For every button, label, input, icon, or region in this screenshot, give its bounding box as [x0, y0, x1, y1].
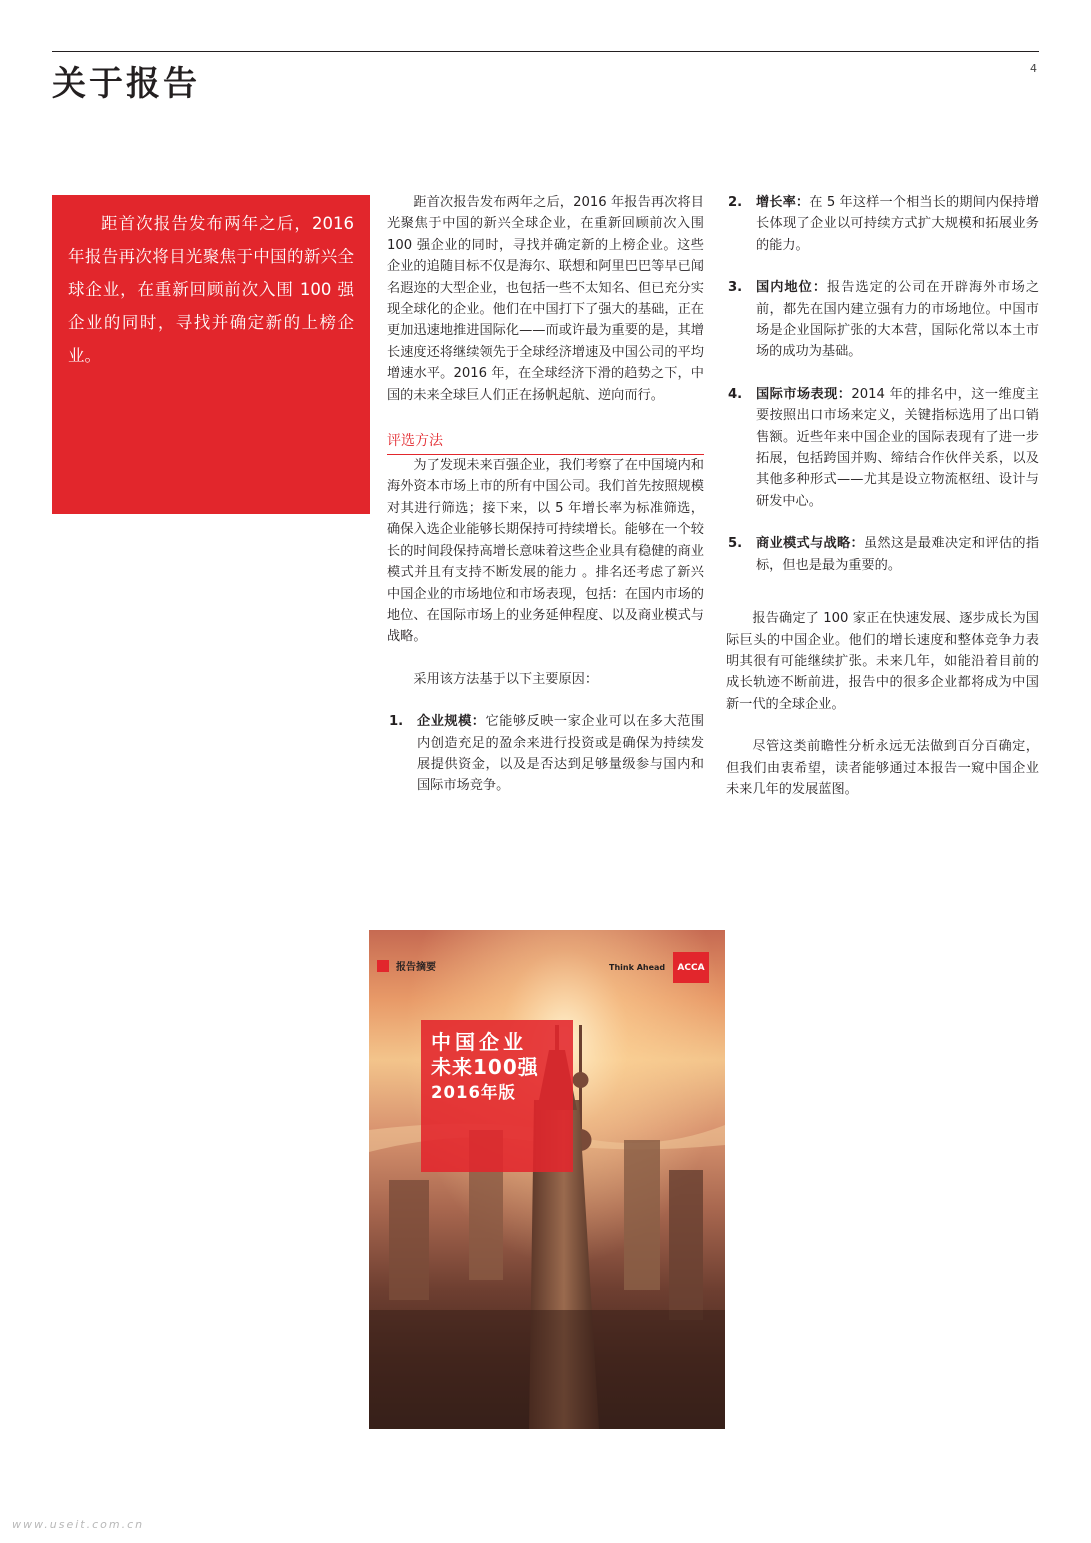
reason-separator: ： — [850, 536, 864, 552]
reason-item — [726, 384, 1039, 512]
reasons-intro: 采用该方法基于以下主要原因： — [413, 671, 599, 687]
column-left — [387, 192, 704, 797]
cover-series-label — [377, 958, 436, 973]
reason-number: 3. — [728, 280, 743, 296]
page-title: 关于报告 — [52, 64, 200, 104]
watermark: www.useit.com.cn — [12, 1518, 145, 1531]
cover-title-line1: 中国企业 — [431, 1030, 527, 1054]
reason-separator: ： — [837, 386, 852, 402]
cover-series-text: 报告摘要 — [396, 962, 436, 973]
reasons-list-part1 — [387, 711, 704, 797]
pull-quote-box — [52, 195, 370, 514]
cover-title-box — [421, 1020, 573, 1172]
reason-term: 商业模式与战略 — [756, 536, 851, 552]
red-square-icon — [377, 960, 389, 972]
report-cover-image — [369, 930, 725, 1429]
reason-term: 企业规模 — [417, 714, 472, 730]
reason-separator: ： — [812, 280, 828, 296]
reason-text: 它能够反映一家企业可以在多大范围内创造充足的盈余来进行投资或是确保为持续发展提供资金，以及是否达到足够量级参与国内和国际市场竞争。 — [417, 714, 705, 794]
reason-item — [726, 277, 1039, 363]
column-right — [726, 192, 1039, 800]
cover-title-line2: 未来100强 — [431, 1055, 539, 1079]
reason-text: 2014 年的排名中，这一维度主要按照出口市场来定义，关键指标选用了出口销售额。近些年来中国企业的国际表现有了进一步拓展，包括跨国并购、缔结合作伙伴关系，以及其他多种形式——尤其是设立物流枢纽、设计与研发中心。 — [756, 386, 1039, 509]
cover-title-line3: 2016年版 — [431, 1083, 516, 1102]
reason-text: 报告选定的公司在开辟海外市场之前，都先在国内建立强有力的市场地位。中国市场是企业国际扩张的大本营，国际化常以本土市场的成功为基础。 — [756, 280, 1040, 360]
method-paragraph: 为了发现未来百强企业，我们考察了在中国境内和海外资本市场上市的所有中国公司。我们首先按照规模对其进行筛选；接下来，以 5 年增长率为标准筛选，确保入选企业能够长期保持可持续增长。能够在一个较长的时间段保持高增长意味着这些企业具有稳健的商业模式并且有支持不断发展的能力 。排名还考虑了新兴中国企业的市场地位和市场表现，包括：在国内市场的地位、在国际市场上的业务延伸程度、以及商业模式与战略。 — [387, 458, 704, 645]
reason-term: 增长率 — [756, 195, 796, 210]
reasons-list-part2 — [726, 192, 1039, 576]
city-skyline-illustration — [369, 930, 725, 1429]
section-heading-method: 评选方法 — [387, 430, 704, 455]
reason-item — [726, 533, 1039, 576]
reason-number: 1. — [389, 714, 404, 730]
cover-tagline: Think Ahead — [609, 963, 666, 972]
reason-number: 5. — [728, 536, 743, 552]
reason-number: 2. — [728, 195, 743, 210]
reason-term: 国际市场表现 — [756, 386, 838, 402]
reason-separator: ： — [471, 714, 486, 730]
acca-logo: ACCA — [673, 952, 709, 983]
reason-text: 虽然这是最难决定和评估的指标，但也是最为重要的。 — [756, 536, 1040, 573]
page-number: 4 — [1030, 62, 1037, 75]
reason-term: 国内地位 — [756, 280, 813, 296]
reason-item — [387, 711, 704, 797]
pull-quote-text: 距首次报告发布两年之后，2016 年报告再次将目光聚焦于中国的新兴全球企业，在重新回顾前次入围 100 强企业的同时，寻找并确定新的上榜企业。 — [68, 214, 354, 365]
top-rule — [52, 51, 1039, 52]
reason-separator: ： — [795, 195, 810, 210]
conclusion-paragraph: 报告确定了 100 家正在快速发展、逐步成长为国际巨头的中国企业。他们的增长速度和整体竞争力表明其很有可能继续扩张。未来几年，如能沿着目前的成长轨迹不断前进，报告中的很多企业都将成为中国新一代的全球企业。 — [726, 611, 1039, 712]
closing-paragraph: 尽管这类前瞻性分析永远无法做到百分百确定，但我们由衷希望，读者能够通过本报告一窥中国企业未来几年的发展蓝图。 — [726, 739, 1039, 797]
reason-number: 4. — [728, 386, 743, 402]
intro-paragraph: 距首次报告发布两年之后，2016 年报告再次将目光聚焦于中国的新兴全球企业，在重新回顾前次入围 100 强企业的同时，寻找并确定新的上榜企业。这些企业的追随目标不仅是海尔、联想和阿里巴巴等早已闻名遐迩的大型企业，也包括一些不太知名、但已充分实现全球化的企业。他们在中国打下了强大的基础，正在更加迅速地推进国际化——而或许最为重要的是，其增长速度还将继续领先于全球经济增速及中国公司的平均增速水平。2016 年，在全球经济下滑的趋势之下，中国的未来全球巨人们正在扬帆起航、逆向而行。 — [387, 195, 704, 403]
reason-text: 在 5 年这样一个相当长的期间内保持增长体现了企业以可持续方式扩大规模和拓展业务的能力。 — [756, 195, 1040, 253]
reason-item — [726, 192, 1039, 256]
